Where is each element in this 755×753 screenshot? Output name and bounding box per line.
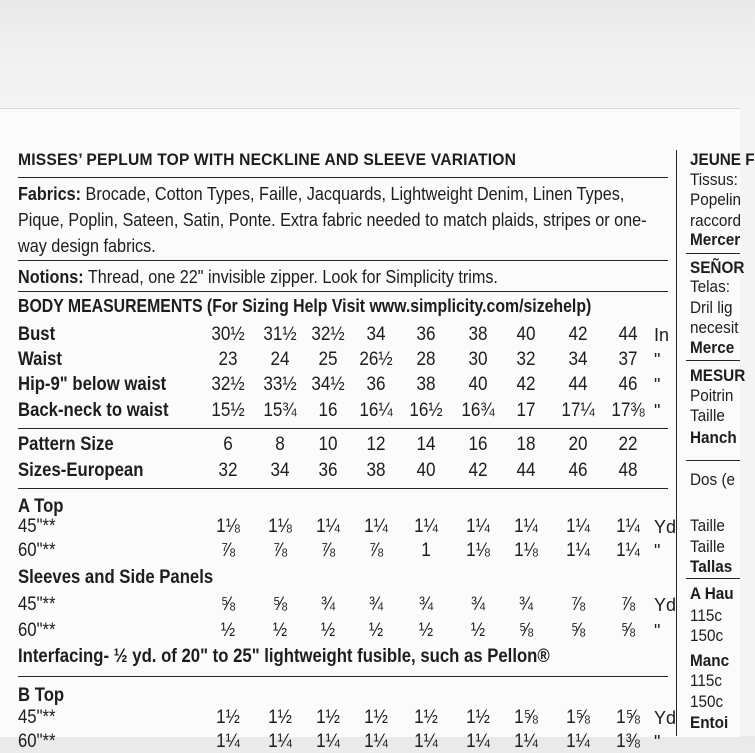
cell-value: 36	[366, 374, 386, 395]
cell-value: ½	[470, 620, 486, 641]
cell-value: ⅝	[518, 620, 534, 641]
right-column-line: Hanch	[690, 428, 737, 447]
fabrics-paragraph	[18, 181, 666, 259]
right-column-line: 115c	[690, 671, 723, 690]
cell-value: 1½	[216, 707, 240, 728]
column-divider	[676, 150, 677, 736]
row-label: Bust	[18, 324, 56, 345]
cell-value: 36	[318, 460, 338, 481]
cell-value: 1¼	[514, 731, 538, 752]
body-measurements-heading: BODY MEASUREMENTS (For Sizing Help Visit www.simplicity.com/sizehelp)	[18, 296, 592, 316]
divider	[18, 676, 668, 677]
cell-value: 1¼	[566, 540, 590, 561]
cell-value: 18	[516, 434, 536, 455]
cell-value: ½	[272, 620, 288, 641]
cell-value: 1¼	[414, 731, 438, 752]
unit-label: "	[654, 541, 661, 561]
cell-value: ⅞	[570, 594, 586, 615]
cell-value: 38	[366, 460, 386, 481]
right-column-line: Manc	[690, 651, 730, 670]
right-column-line: raccord	[690, 211, 742, 230]
fabrics-label: Fabrics:	[18, 184, 82, 204]
row-label: 45"**	[18, 516, 56, 537]
cell-value: 1¼	[268, 731, 292, 752]
cell-value: ¾	[470, 594, 486, 615]
cell-value: 1	[421, 540, 431, 561]
right-column-line: A Hau	[690, 584, 734, 603]
cell-value: 6	[223, 434, 233, 455]
row-label: 60"**	[18, 620, 56, 641]
right-column-line: Poitrin	[690, 386, 734, 405]
cell-value: 1¼	[364, 516, 388, 537]
cell-value: 40	[416, 460, 436, 481]
divider	[18, 488, 668, 489]
cell-value: 44	[568, 374, 588, 395]
cell-value: 1⅝	[566, 707, 590, 728]
unit-label: In	[654, 325, 670, 345]
right-column-line: Dril lig	[690, 298, 733, 317]
cell-value: 36	[416, 324, 436, 345]
unit-label: Yd	[654, 517, 677, 537]
divider	[18, 260, 668, 261]
row-label: 60"**	[18, 540, 56, 561]
cell-value: 40	[516, 324, 536, 345]
cell-value: 16	[468, 434, 488, 455]
unit-label: Yd	[654, 595, 677, 615]
cell-value: 23	[218, 349, 238, 370]
cell-value: 1⅛	[268, 516, 292, 537]
cell-value: 1⅝	[616, 707, 640, 728]
document-title: MISSES’ PEPLUM TOP WITH NECKLINE AND SLEEVE VARIATION	[18, 150, 517, 169]
divider	[686, 253, 740, 254]
row-label: 45"**	[18, 594, 56, 615]
cell-value: 34	[366, 324, 386, 345]
divider	[18, 177, 668, 178]
cell-value: 38	[468, 324, 488, 345]
cell-value: 32	[218, 460, 238, 481]
cell-value: 15½	[211, 400, 245, 421]
fabrics-text: Brocade, Cotton Types, Faille, Jacquards, Lightweight Denim, Linen Types, Pique, Poplin, Sateen, Satin, Ponte. Extra fabric needed to match plaids, stripes or one-way design fabrics.	[18, 184, 647, 256]
cell-value: 1½	[364, 707, 388, 728]
cell-value: 48	[618, 460, 638, 481]
unit-label: "	[654, 621, 661, 641]
row-label: Hip-9" below waist	[18, 374, 167, 395]
cell-value: ⅞	[272, 540, 288, 561]
right-column-line: SEÑOR	[690, 258, 745, 277]
cell-value: 26½	[359, 349, 393, 370]
row-label: Back-neck to waist	[18, 400, 169, 421]
unit-label: "	[654, 350, 661, 370]
cell-value: 20	[568, 434, 588, 455]
right-column-line: Mercer	[690, 230, 741, 249]
cell-value: 34	[568, 349, 588, 370]
right-column-line: Taille	[690, 406, 725, 425]
cell-value: 1¼	[316, 731, 340, 752]
right-column-line: 150c	[690, 692, 724, 711]
cell-value: 16¾	[461, 400, 495, 421]
cell-value: ⅝	[570, 620, 586, 641]
right-column-line: JEUNE F	[690, 150, 755, 169]
cell-value: ¾	[320, 594, 336, 615]
cell-value: 46	[568, 460, 588, 481]
cell-value: ⅞	[620, 594, 636, 615]
cell-value: 1¼	[616, 540, 640, 561]
cell-value: 1¼	[466, 516, 490, 537]
cell-value: 1¼	[316, 516, 340, 537]
interfacing-note: Interfacing- ½ yd. of 20" to 25" lightweight fusible, such as Pellon®	[18, 646, 550, 667]
cell-value: 17¼	[561, 400, 595, 421]
cell-value: 30	[468, 349, 488, 370]
right-column-line: Tallas	[690, 557, 733, 576]
cell-value: 34	[270, 460, 290, 481]
right-column-line: Taille	[690, 537, 725, 556]
cell-value: 31½	[263, 324, 297, 345]
notions-label: Notions:	[18, 267, 84, 287]
cell-value: 42	[516, 374, 536, 395]
cell-value: 17	[516, 400, 536, 421]
cell-value: 12	[366, 434, 386, 455]
right-column-line: Dos (e	[690, 470, 736, 489]
unit-label: Yd	[654, 708, 677, 728]
cell-value: 14	[416, 434, 436, 455]
cell-value: 1¼	[566, 731, 590, 752]
right-column-line: 150c	[690, 626, 724, 645]
cell-value: 16	[318, 400, 338, 421]
cell-value: 38	[416, 374, 436, 395]
divider	[686, 360, 740, 361]
cell-value: 1¼	[414, 516, 438, 537]
section-label: A Top	[18, 496, 64, 517]
cell-value: 1⅛	[216, 516, 240, 537]
cell-value: 1¼	[364, 731, 388, 752]
cell-value: 34½	[311, 374, 345, 395]
cell-value: ⅝	[272, 594, 288, 615]
cell-value: 32	[516, 349, 536, 370]
cell-value: 1¼	[616, 516, 640, 537]
cell-value: 32½	[211, 374, 245, 395]
cell-value: 1½	[316, 707, 340, 728]
cell-value: 46	[618, 374, 638, 395]
cell-value: 24	[270, 349, 290, 370]
cell-value: 16¼	[359, 400, 393, 421]
section-label: Sleeves and Side Panels	[18, 567, 214, 588]
cell-value: 15¾	[263, 400, 297, 421]
cell-value: ¾	[518, 594, 534, 615]
cell-value: ⅞	[320, 540, 336, 561]
cell-value: 44	[618, 324, 638, 345]
notions-paragraph	[18, 264, 666, 290]
cell-value: ⅞	[220, 540, 236, 561]
cell-value: 17⅜	[611, 400, 645, 421]
right-column-line: Popelin	[690, 190, 742, 209]
cell-value: 37	[618, 349, 638, 370]
cell-value: ½	[418, 620, 434, 641]
cell-value: 1¼	[514, 516, 538, 537]
right-column-line: Telas:	[690, 277, 730, 296]
cell-value: 10	[318, 434, 338, 455]
cell-value: 1½	[268, 707, 292, 728]
cell-value: ¾	[368, 594, 384, 615]
cell-value: ⅞	[368, 540, 384, 561]
right-column-line: 115c	[690, 606, 723, 625]
divider	[18, 291, 668, 292]
cell-value: 1¼	[566, 516, 590, 537]
cell-value: 1⅛	[514, 540, 538, 561]
cell-value: 1⅝	[514, 707, 538, 728]
cell-value: 33½	[263, 374, 297, 395]
row-label: Pattern Size	[18, 434, 114, 455]
section-label: B Top	[18, 685, 65, 706]
cell-value: 42	[568, 324, 588, 345]
cell-value: 1⅛	[466, 540, 490, 561]
cell-value: 40	[468, 374, 488, 395]
cell-value: 30½	[211, 324, 245, 345]
right-column-line: necesit	[690, 318, 739, 337]
right-column-line: MESUR	[690, 366, 746, 385]
cell-value: 16½	[409, 400, 443, 421]
cell-value: 1½	[414, 707, 438, 728]
divider	[18, 428, 668, 429]
divider	[686, 578, 740, 579]
right-column-line: Entoi	[690, 713, 729, 732]
cell-value: 22	[618, 434, 638, 455]
cell-value: 25	[318, 349, 338, 370]
cell-value: ¾	[418, 594, 434, 615]
cell-value: 1¼	[216, 731, 240, 752]
cell-value: 28	[416, 349, 436, 370]
unit-label: "	[654, 375, 661, 395]
cell-value: 1¼	[466, 731, 490, 752]
divider	[686, 460, 740, 461]
row-label: 60"**	[18, 731, 56, 752]
cell-value: ⅝	[220, 594, 236, 615]
cell-value: ⅝	[620, 620, 636, 641]
unit-label: "	[654, 401, 661, 421]
right-column-line: Taille	[690, 516, 725, 535]
cell-value: 44	[516, 460, 536, 481]
cell-value: 42	[468, 460, 488, 481]
row-label: Waist	[18, 349, 62, 370]
cell-value: 1½	[466, 707, 490, 728]
right-column-line: Merce	[690, 338, 735, 357]
cell-value: ½	[368, 620, 384, 641]
unit-label: "	[654, 732, 661, 752]
row-label: 45"**	[18, 707, 56, 728]
notions-text: Thread, one 22" invisible zipper. Look for Simplicity trims.	[87, 267, 498, 287]
cell-value: 1⅜	[616, 731, 640, 752]
right-column-line: Tissus:	[690, 170, 738, 189]
cell-value: ½	[220, 620, 236, 641]
row-label: Sizes-European	[18, 460, 144, 481]
cell-value: 8	[275, 434, 285, 455]
cell-value: 32½	[311, 324, 345, 345]
cell-value: ½	[320, 620, 336, 641]
